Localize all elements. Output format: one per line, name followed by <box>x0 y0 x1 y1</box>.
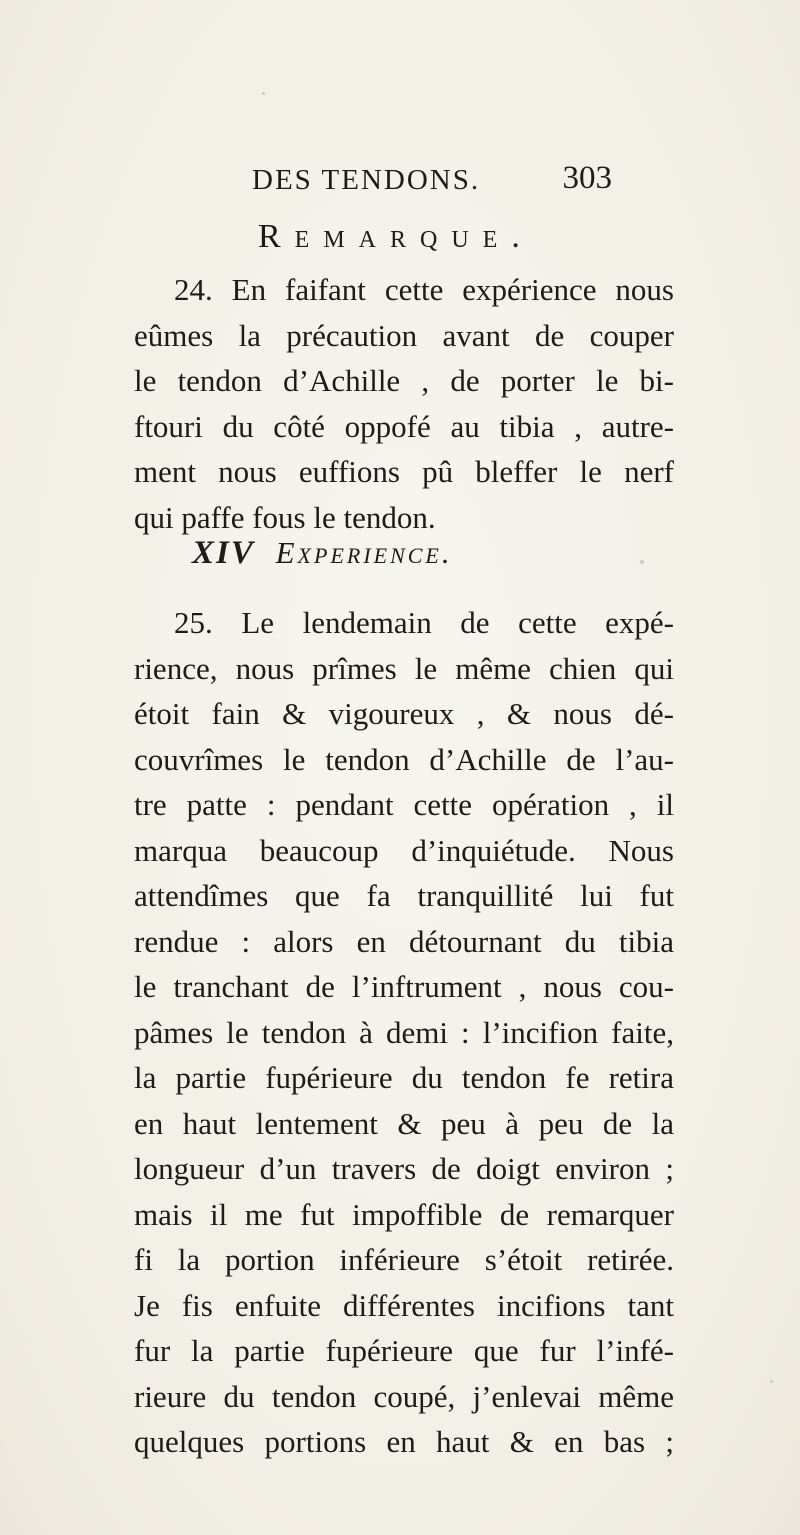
paper-speck <box>262 92 265 95</box>
text-line: eûmes la précaution avant de couper <box>134 317 674 353</box>
text-line: ftouri du côté oppofé au tibia , autre- <box>134 408 674 444</box>
text-line: rience, nous prîmes le même chien qui <box>134 650 674 686</box>
text-line: Je fis enfuite différentes incifions tant <box>134 1287 674 1323</box>
text-line: 25. Le lendemain de cette expé- <box>174 605 674 640</box>
text-line: quelques portions en haut & en bas ; <box>134 1424 674 1459</box>
text-line: étoit fain & vigoureux , & nous dé- <box>134 696 674 731</box>
text-line: longueur d’un travers de doigt environ ; <box>134 1151 674 1186</box>
experience-heading <box>192 535 453 572</box>
text-line: tre patte : pendant cette opération , il <box>134 787 674 822</box>
remark-heading: Remarque. <box>258 218 534 255</box>
page-number: 303 <box>562 160 612 196</box>
text-line: attendîmes que fa tranquillité lui fut <box>134 878 674 913</box>
text-line: la partie fupérieure du tendon fe retira <box>134 1060 674 1095</box>
paragraph-24 <box>134 267 674 540</box>
paper-speck <box>770 1380 773 1383</box>
running-header <box>240 160 620 210</box>
text-line: 24. En faifant cette expérience nous <box>174 272 674 307</box>
experience-word: Experience. <box>275 535 453 570</box>
text-line: marqua beaucoup d’inquiétude. Nous <box>134 832 674 868</box>
paragraph-25 <box>134 600 674 1465</box>
text-line: en haut lentement & peu à peu de la <box>134 1105 674 1141</box>
running-title: DES TENDONS. <box>252 164 481 196</box>
text-line: rendue : alors en détournant du tibia <box>134 923 674 959</box>
text-line: mais il me fut impoffible de remarquer <box>134 1196 674 1232</box>
text-line: le tranchant de l’inftrument , nous cou- <box>134 969 674 1004</box>
paper-speck <box>640 560 644 564</box>
experience-number: XIV <box>192 535 255 571</box>
text-line: qui paffe fous le tendon. <box>134 499 436 535</box>
text-line: fi la portion inférieure s’étoit retirée. <box>134 1242 674 1277</box>
text-line: couvrîmes le tendon d’Achille de l’au- <box>134 741 674 777</box>
text-line: ment nous euffions pû bleffer le nerf <box>134 454 674 489</box>
text-line: le tendon d’Achille , de porter le bi- <box>134 363 674 398</box>
text-line: rieure du tendon coupé, j’enlevai même <box>134 1378 674 1414</box>
text-line: fur la partie fupérieure que fur l’infé- <box>134 1333 674 1368</box>
text-line: pâmes le tendon à demi : l’incifion faite, <box>134 1014 674 1050</box>
